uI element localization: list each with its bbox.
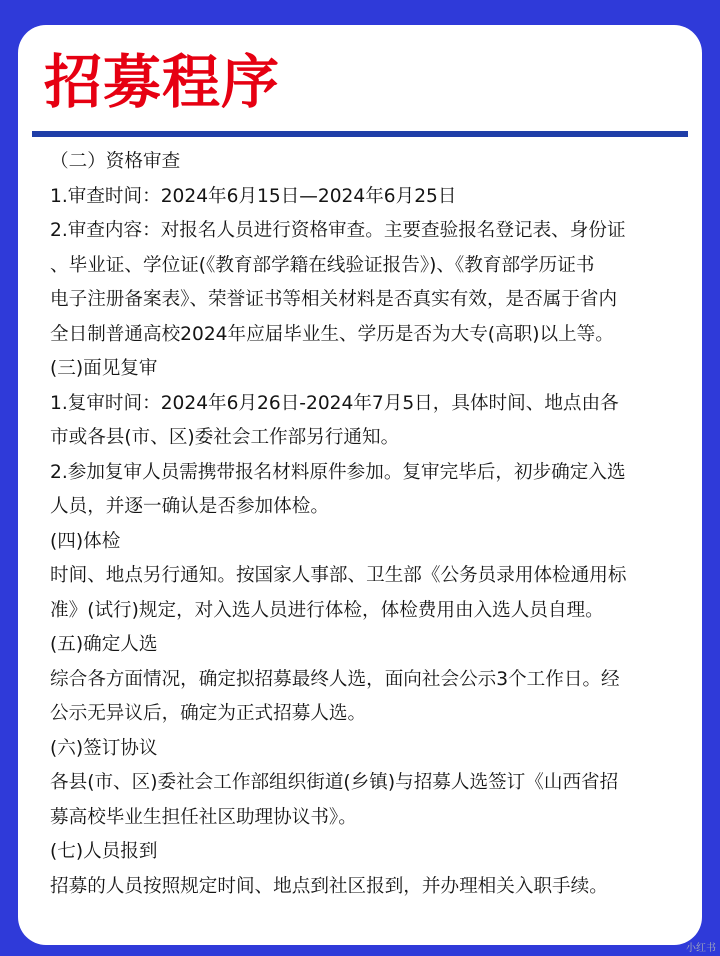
- content-card: [18, 25, 702, 945]
- text-line-section-2: （二）资格审查: [50, 151, 181, 172]
- text-line-section-5: (五)确定人选: [50, 634, 158, 655]
- text-line: 募高校毕业生担任社区助理协议书》。: [50, 806, 357, 828]
- text-line: 准》(试行)规定，对入选人员进行体检，体检费用由入选人员自理。: [50, 599, 604, 621]
- text-line: 2.审查内容：对报名人员进行资格审查。主要查验报名登记表、身份证: [50, 220, 626, 241]
- watermark-logo: 小红书: [686, 943, 716, 954]
- text-line: 时间、地点另行通知。按国家人事部、卫生部《公务员录用体检通用标: [50, 565, 627, 586]
- text-line: 公示无异议后，确定为正式招募人选。: [50, 703, 367, 724]
- text-line-section-7: (七)人员报到: [50, 841, 158, 862]
- text-line-section-4: (四)体检: [50, 530, 121, 552]
- text-line: 招募的人员按照规定时间、地点到社区报到，并办理相关入职手续。: [50, 875, 608, 897]
- text-line: 人员，并逐一确认是否参加体检。: [50, 496, 329, 517]
- text-line: 1.复审时间：2024年6月26日-2024年7月5日，具体时间、地点由各: [50, 392, 619, 414]
- text-line: 1.审查时间：2024年6月15日—2024年6月25日: [50, 185, 457, 207]
- text-line-section-3: (三)面见复审: [50, 358, 158, 379]
- title-divider: [32, 131, 688, 137]
- body-text: [50, 145, 690, 904]
- text-line: 、毕业证、学位证(《教育部学籍在线验证报告》)、《教育部学历证书: [50, 254, 595, 276]
- text-line: 电子注册备案表》、荣誉证书等相关材料是否真实有效，是否属于省内: [50, 289, 618, 310]
- text-line-section-6: (六)签订协议: [50, 737, 158, 759]
- text-line: 2.参加复审人员需携带报名材料原件参加。复审完毕后，初步确定入选: [50, 461, 626, 483]
- text-line: 市或各县(市、区)委社会工作部另行通知。: [50, 427, 400, 448]
- text-line: 各县(市、区)委社会工作部组织街道(乡镇)与招募人选签订《山西省招: [50, 772, 619, 793]
- page-title: 招募程序: [44, 48, 281, 116]
- text-line: 全日制普通高校2024年应届毕业生、学历是否为大专(高职)以上等。: [50, 323, 614, 345]
- text-line: 综合各方面情况，确定拟招募最终人选，面向社会公示3个工作日。经: [50, 668, 620, 690]
